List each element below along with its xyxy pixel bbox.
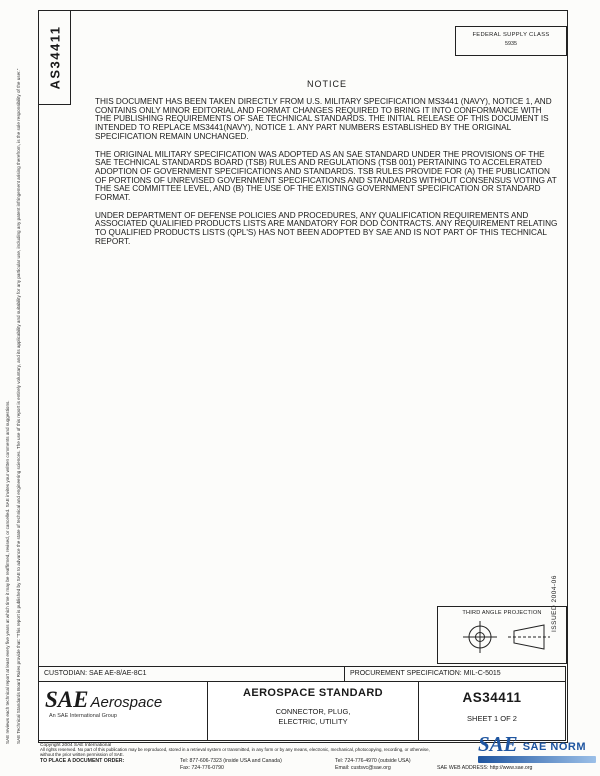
order-label: TO PLACE A DOCUMENT ORDER:: [40, 758, 125, 764]
sae-norm-watermark: [478, 732, 596, 763]
email-address: Email: custsvc@sae.org: [335, 765, 391, 771]
notice-paragraph-1: THIS DOCUMENT HAS BEEN TAKEN DIRECTLY FROM U.S. MILITARY SPECIFICATION MS3441 (NAVY), NOTICE 1, AND CONTAINS ONLY MINOR EDITORIAL AND FORMAT CHANGES REQUIRED TO BRING IT INTO CONFORMANCE WITH THE PUBLISHING REQUIREMENTS OF SAE TECHNICAL STANDARDS. THE INITIAL RELEASE OF THIS DOCUMENT IS INTENDED TO REPLACE MS3441(NAVY), NOTICE 1. ANY PART NUMBERS ESTABLISHED BY THE ORIGINAL SPECIFICATION REMAIN UNCHANGED.: [95, 97, 552, 141]
doc-number-vertical-box: [38, 10, 71, 105]
margin-statement-review: SAE reviews each technical report at least every five years at which time it may be reaffirmed, revised, or cancelled. SAE invites your written comments and suggestions.: [5, 400, 10, 744]
standard-title-cell: [207, 682, 419, 740]
sheet-indicator: SHEET 1 OF 2: [467, 714, 517, 723]
doc-number-vertical: AS34411: [47, 25, 62, 90]
sae-aerospace-logo: [39, 682, 207, 740]
fsc-label: FEDERAL SUPPLY CLASS: [472, 32, 550, 38]
aerospace-logo-text: Aerospace: [90, 694, 163, 711]
margin-statement-voluntary: SAE Technical Standards Board Rules provide that: "This report is published by SAE to advance the state of technical and engineering sciences. The use of this report is entirely voluntary, and its applicability and suitability for any particular use, including any patent infringement arising therefrom, is the sole responsibility of the user.": [16, 68, 21, 744]
logo-tagline: An SAE International Group: [49, 713, 117, 719]
web-address: SAE WEB ADDRESS: http://www.sae.org: [437, 765, 533, 771]
custodian-label: CUSTODIAN: SAE AE-8/AE-8C1: [44, 670, 147, 677]
phone-inside-usa: Tel: 877-606-7323 (inside USA and Canada): [180, 758, 282, 764]
document-number: AS34411: [462, 690, 522, 705]
sae-norm-banner-bar: [478, 756, 596, 763]
fax-number: Fax: 724-776-0790: [180, 765, 224, 771]
third-angle-projection-label: THIRD ANGLE PROJECTION: [462, 610, 542, 616]
copyright-line: Copyright 2004 SAE International: [40, 743, 112, 748]
standard-subtitle-line1: CONNECTOR, PLUG,: [275, 707, 351, 716]
sae-norm-logo-icon: SAE: [478, 732, 518, 756]
fsc-code: 5935: [505, 41, 517, 47]
notice-heading: NOTICE: [306, 79, 347, 89]
federal-supply-class-box: [455, 26, 567, 56]
third-angle-projection-icon: [446, 618, 558, 656]
standard-subtitle-line2: ELECTRIC, UTILITY: [278, 716, 348, 726]
third-angle-projection-box: [437, 606, 567, 664]
sae-norm-logo-text: SAE NORM: [522, 741, 586, 753]
rights-statement: All rights reserved. No part of this publication may be reproduced, stored in a retrieval system or transmitted, in any form or by any means, electronic, mechanical, photocopying, recording, or otherwise, without the prior written permission of SAE.: [40, 747, 430, 757]
notice-paragraph-2: THE ORIGINAL MILITARY SPECIFICATION WAS ADOPTED AS AN SAE STANDARD UNDER THE PROVISIONS OF THE SAE TECHNICAL STANDARDS BOARD (TSB) RULES AND REGULATIONS (TSB 001) PERTAINING TO ACCELERATED ADOPTION OF GOVERNMENT SPECIFICATIONS AND STANDARDS. TSB RULES PROVIDE FOR (A) THE PUBLICATION OF PORTIONS OF UNREVISED GOVERNMENT SPECIFICATIONS AND STANDARDS WITHOUT CONSENSUS VOTING AT THE SAE COMMITTEE LEVEL, AND (B) THE USE OF THE EXISTING GOVERNMENT SPECIFICATION OR STANDARD FORMAT.: [95, 149, 557, 203]
notice-body: [95, 98, 559, 256]
issued-date-vertical: ISSUED 2004-06: [551, 575, 558, 632]
custodian-row: [38, 666, 566, 681]
sae-logo-text: SAE: [45, 687, 89, 712]
notice-paragraph-3: UNDER DEPARTMENT OF DEFENSE POLICIES AND PROCEDURES, ANY QUALIFICATION REQUIREMENTS AND ASSOCIATED QUALIFIED PRODUCTS LISTS ARE MANDATORY FOR DOD CONTRACTS. ANY REQUIREMENT RELATING TO QUALIFIED PRODUCTS LISTS (QPL'S) HAS NOT BEEN ADOPTED BY SAE AND IS NOT PART OF THIS TECHNICAL REPORT.: [95, 210, 558, 246]
phone-outside-usa: Tel: 724-776-4970 (outside USA): [335, 758, 411, 764]
procurement-spec-label: PROCUREMENT SPECIFICATION: MIL-C-5015: [344, 667, 565, 681]
standard-type-title: AEROSPACE STANDARD: [242, 687, 384, 699]
